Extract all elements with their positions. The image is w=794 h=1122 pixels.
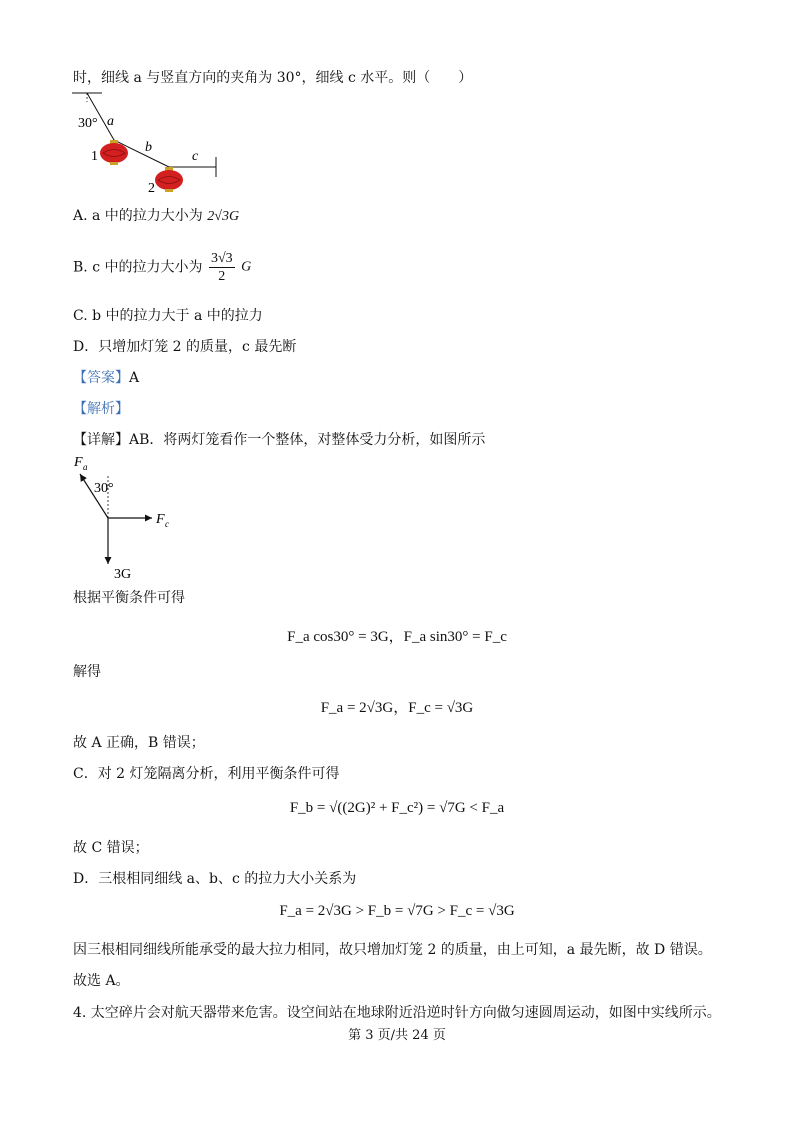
option-b: B. c 中的拉力大小为 $\frac{3√3}{2}$ G (73, 251, 252, 284)
next-question: 4. 太空碎片会对航天器带来危害。设空间站在地球附近沿逆时针方向做匀速圆周运动，如图中实线所示。 (73, 1005, 721, 1021)
equation-1: F_a cos30° = 3G，F_a sin30° = F_c (287, 629, 507, 645)
svg-text:F: F (74, 455, 83, 470)
svg-text:a: a (83, 462, 88, 472)
lantern-figure (70, 88, 230, 198)
balance-intro: 根据平衡条件可得 (73, 590, 185, 606)
conclusion-ab: 故 A 正确，B 错误； (73, 735, 205, 751)
option-b-numerator: 3√3 (210, 251, 233, 266)
question-stem-line: 时，细线 a 与竖直方向的夹角为 30°，细线 c 水平。则（ ） (73, 70, 473, 86)
equation-3: F_b = √((2G)² + F_c²) = √7G < F_a (289, 800, 505, 816)
detail-line: 【详解】AB．将两灯笼看作一个整体，对整体受力分析，如图所示 (73, 432, 486, 448)
lantern-1-icon (100, 140, 128, 165)
part-c-intro: C．对 2 灯笼隔离分析，利用平衡条件可得 (73, 766, 340, 782)
label-1: 1 (91, 149, 98, 164)
option-c: C. b 中的拉力大于 a 中的拉力 (73, 308, 263, 324)
label-2: 2 (148, 181, 155, 196)
label-b: b (145, 140, 152, 155)
answer-line: 【答案】A (73, 370, 140, 386)
option-b-denominator: 2 (218, 269, 226, 284)
solve-intro: 解得 (73, 664, 101, 680)
svg-text:30°: 30° (94, 481, 114, 496)
angle-label: 30° (78, 116, 98, 131)
part-d-reason: 因三根相同细线所能承受的最大拉力相同，故只增加灯笼 2 的质量，由上可知，a 最先断，故 D 错误。 (73, 942, 712, 958)
option-a: A. a 中的拉力大小为 2√3G (73, 208, 240, 224)
svg-text:c: c (165, 519, 169, 529)
lantern-2-icon (155, 167, 183, 192)
conclusion-c: 故 C 错误； (73, 840, 149, 856)
equation-4: F_a = 2√3G > F_b = √7G > F_c = √3G (279, 903, 515, 919)
analysis-heading: 【解析】 (73, 401, 129, 417)
equation-2: F_a = 2√3G，F_c = √3G (320, 700, 474, 716)
svg-text:F: F (156, 512, 165, 527)
page-footer: 第 3 页/共 24 页 (348, 1028, 446, 1043)
svg-text:3G: 3G (114, 567, 132, 582)
label-c: c (192, 149, 199, 164)
option-d: D．只增加灯笼 2 的质量，c 最先断 (73, 339, 297, 355)
label-a: a (107, 114, 114, 129)
option-a-value: 2√3G (207, 209, 240, 224)
part-d-intro: D．三根相同细线 a、b、c 的拉力大小关系为 (73, 871, 357, 887)
answer-value: A (129, 370, 140, 386)
final-choice: 故选 A。 (73, 973, 130, 989)
force-diagram (68, 452, 188, 582)
